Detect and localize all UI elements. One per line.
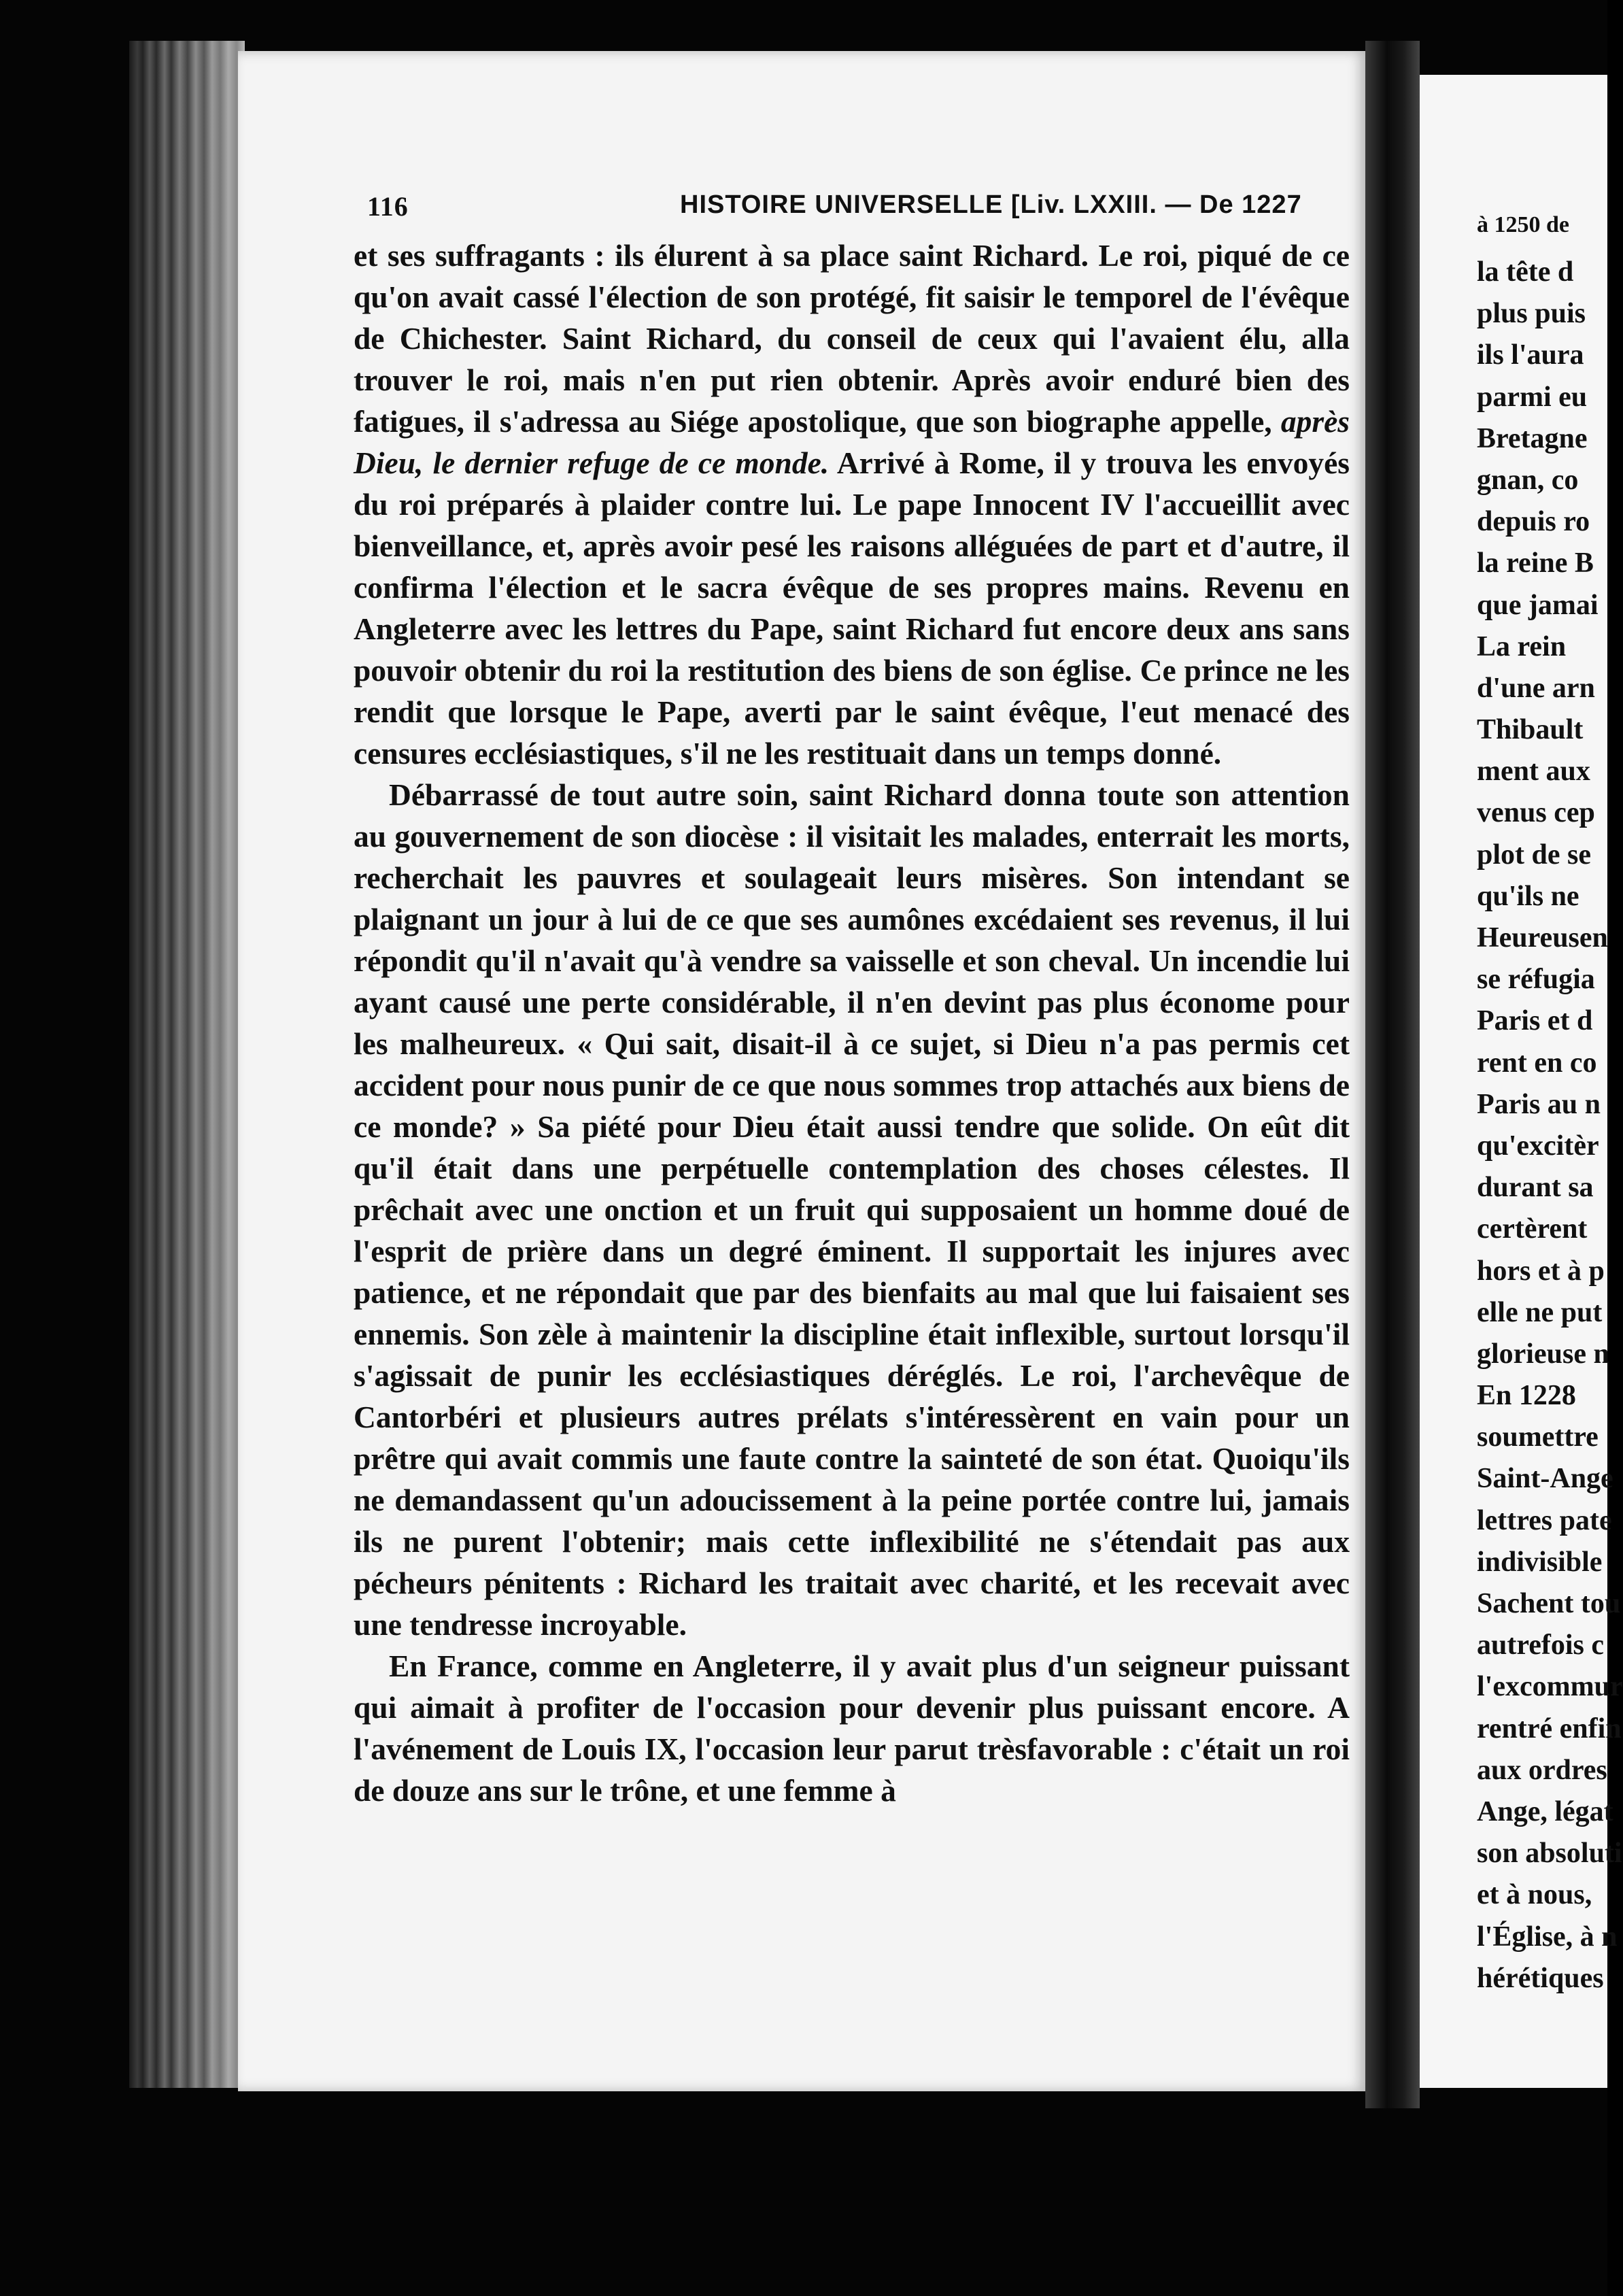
paragraph-text: et ses suffragants : ils élurent à sa place saint Richard. Le roi, piqué de ce qu'on avait cassé l'élection de son protégé, fit saisir le temporel de l'évêque de Chichester. Saint Richard, du conseil de ceux qui l'avaient élu, alla trouver le roi, mais n'en put rien obtenir. Après avoir enduré bien des fatigues, il s'adressa au Siége apostolique, que son biographe appelle, xyxy=(354,238,1350,439)
right-page-line: son absoluti xyxy=(1477,1838,1622,1870)
right-page-line: indivisible xyxy=(1477,1546,1603,1578)
right-page-line: la reine B xyxy=(1477,547,1594,579)
right-page-line: glorieuse n xyxy=(1477,1338,1609,1370)
right-page-line: hors et à p xyxy=(1477,1255,1605,1287)
right-page-line: que jamai xyxy=(1477,589,1599,621)
right-page-line: parmi eu xyxy=(1477,381,1588,413)
right-page-line: Ange, légat xyxy=(1477,1795,1613,1827)
running-header xyxy=(367,190,1353,229)
right-page-line: l'Église, à n xyxy=(1477,1921,1618,1953)
right-page-line: Heureusen xyxy=(1477,922,1608,953)
right-page-line: certèrent xyxy=(1477,1213,1588,1245)
paragraph-text: Arrivé à Rome, il y trouva les envoyés du roi préparés à plaider contre lui. Le pape Innocent IV l'accueillit avec bienveillance, et, après avoir pesé les raisons alléguées de part et d'autre, il confirma l'élection et le sacra évêque de ses propres mains. Revenu en Angleterre avec les lettres du Pape, saint Richard fut encore deux ans sans pouvoir obtenir du roi la restitution des biens de son église. Ce prince ne les rendit que lorsque le Pape, averti par le saint évêque, l'eut menacé des censures ecclésiastiques, s'il ne les restituait dans un temps donné. xyxy=(354,445,1350,771)
right-page-line: d'une arn xyxy=(1477,672,1595,704)
right-page-line: se réfugia xyxy=(1477,964,1595,996)
right-page-line: elle ne put xyxy=(1477,1296,1603,1328)
right-page-header: à 1250 de xyxy=(1477,212,1569,237)
right-page-line: qu'ils ne xyxy=(1477,880,1579,912)
right-page-line: lettres pate xyxy=(1477,1504,1612,1536)
right-page-line: ils l'aura xyxy=(1477,339,1584,371)
paragraph xyxy=(354,235,1350,774)
right-page-line: plot de se xyxy=(1477,839,1591,871)
right-page-line: depuis ro xyxy=(1477,506,1590,538)
right-page-line: la tête d xyxy=(1477,256,1574,288)
right-page-line: et à nous, xyxy=(1477,1879,1592,1911)
right-page-line: rentré enfin xyxy=(1477,1712,1622,1744)
italic-quote: après Dieu, le dernier refuge de ce monde. xyxy=(354,404,1350,480)
right-page-line: En 1228 xyxy=(1477,1380,1576,1412)
book-gutter xyxy=(1365,41,1420,2108)
right-page-line: autrefois c xyxy=(1477,1630,1605,1661)
right-page-line: aux ordres xyxy=(1477,1754,1607,1786)
right-page-line: rent en co xyxy=(1477,1047,1597,1079)
right-page-line: durant sa xyxy=(1477,1172,1594,1204)
right-page-line: soumettre xyxy=(1477,1421,1599,1453)
paragraph: En France, comme en Angleterre, il y avait plus d'un seigneur puissant qui aimait à profiter de l'occasion pour devenir plus puissant encore. A l'avénement de Louis IX, l'occasion leur parut trèsfavorable : c'était un roi de douze ans sur le trône, et une femme à xyxy=(354,1649,1350,1808)
right-page-text xyxy=(1477,204,1623,1999)
right-page-line: gnan, co xyxy=(1477,464,1579,496)
right-page-line: plus puis xyxy=(1477,298,1586,330)
right-page-line: La rein xyxy=(1477,630,1567,662)
right-page-line: hérétiques xyxy=(1477,1962,1604,1994)
body-text xyxy=(354,235,1350,1811)
right-page-line: Paris et d xyxy=(1477,1005,1593,1037)
right-page-line: Saint-Ange xyxy=(1477,1463,1613,1495)
paragraph: Débarrassé de tout autre soin, saint Richard donna toute son attention au gouvernement de son diocèse : il visitait les malades, enterrait les morts, recherchait les pauvres et soulageait leurs misères. Son intendant se plaignant un jour à lui de ce que ses aumônes excédaient ses revenus, il lui répondit qu'il n'avait qu'à vendre sa vaisselle et son cheval. Un incendie lui ayant causé une perte considérable, il n'en devint pas plus économe pour les malheureux. « Qui sait, disait-il à ce sujet, si Dieu n'a pas permis cet accident pour nous punir de ce que nous sommes trop attachés aux biens de ce monde? » Sa piété pour Dieu était aussi tendre que solide. On eût dit qu'il était dans une perpétuelle contemplation des choses célestes. Il prêchait avec une onction et un fruit qui supposaient un homme doué de l'esprit de prière dans un degré éminent. Il supportait les injures avec patience, et ne répondait que par des bienfaits au mal que lui faisaient ses ennemis. Son zèle à maintenir la discipline était inflexible, surtout lorsqu'il s'agissait de punir les ecclésiastiques déréglés. Le roi, l'archevêque de Cantorbéri et plusieurs autres prélats s'intéressèrent en vain pour un prêtre qui avait commis une faute contre la sainteté de son état. Quoiqu'ils ne demandassent qu'un adoucissement à la peine portée contre lui, jamais ils ne purent l'obtenir; mais cette inflexibilité ne s'étendait pas aux pécheurs pénitents : Richard les traitait avec charité, et les recevait avec une tendresse incroyable. xyxy=(354,777,1350,1642)
right-page-line: venus cep xyxy=(1477,797,1595,829)
page-stack-edge xyxy=(129,41,245,2088)
right-page-line: ment aux xyxy=(1477,756,1590,788)
right-page-line: Bretagne xyxy=(1477,422,1588,454)
right-page-line: l'excommur xyxy=(1477,1671,1623,1703)
page-number: 116 xyxy=(367,191,409,222)
right-page-line: Thibault xyxy=(1477,714,1584,746)
right-page-line: qu'excitèr xyxy=(1477,1130,1599,1162)
right-page-line: Sachent tou xyxy=(1477,1588,1621,1619)
right-page-line: Paris au n xyxy=(1477,1088,1601,1120)
running-title: HISTOIRE UNIVERSELLE [Liv. LXXIII. — De 1227 xyxy=(680,190,1302,219)
